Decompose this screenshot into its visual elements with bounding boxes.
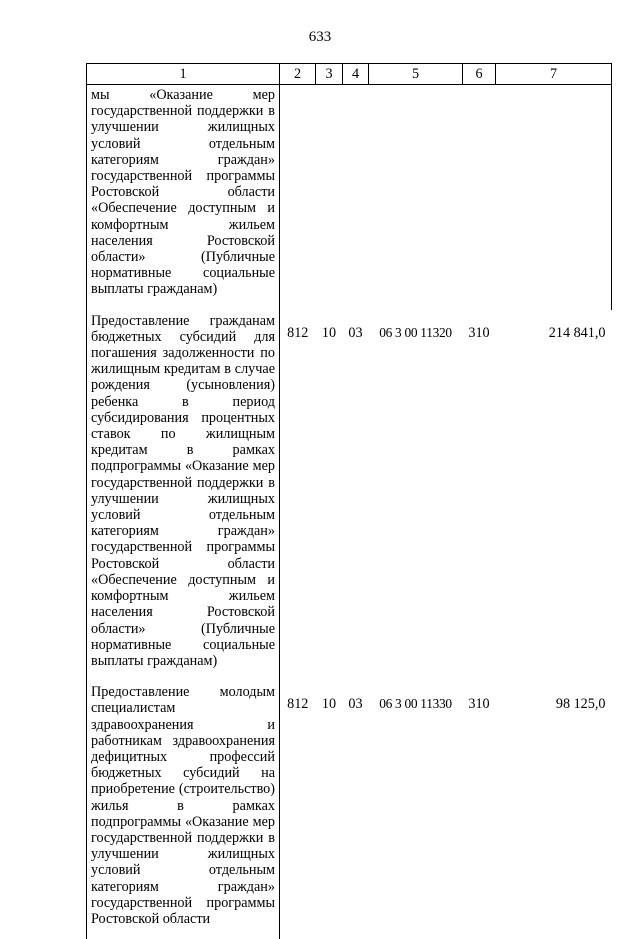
row-amount bbox=[496, 85, 612, 310]
header-row bbox=[87, 64, 612, 85]
row-subsection: 03 bbox=[348, 696, 363, 713]
row-target-code bbox=[369, 85, 463, 310]
row-amount: 98 125,0 bbox=[555, 696, 606, 713]
header-col-1: 1 bbox=[87, 64, 280, 85]
row-admin-code bbox=[280, 85, 316, 310]
row-subsection bbox=[343, 85, 369, 310]
row-description: Предоставление гражданам бюджетных субсидий для погашения задолженности по жилищным кредитам в случае рождения (усыновления) ребенка в период субсидирования процентных ставок по жилищным кредитам в рамках подпрограммы «Оказание мер государственной поддержки в улучшении жилищных условий отдельным категориям граждан» государственной программы Ростовской области «Обеспечение доступным и комфортным жильем населения Ростовской области» (Публичные нормативные социальные выплаты гражданам) bbox=[87, 310, 280, 681]
budget-table bbox=[86, 63, 612, 939]
row-admin-code: 812 bbox=[287, 696, 309, 713]
header-col-2: 2 bbox=[280, 64, 316, 85]
header-col-7: 7 bbox=[496, 64, 612, 85]
table-row bbox=[87, 681, 612, 939]
row-section: 10 bbox=[321, 324, 337, 341]
row-section: 10 bbox=[321, 696, 337, 713]
row-description: мы «Оказание мер государственной поддержки в улучшении жилищных условий отдельным категориям граждан» государственной программы Ростовской области «Обеспечение доступным и комфортным жильем населения Ростовской области» (Публичные нормативные социальные выплаты гражданам) bbox=[87, 85, 280, 310]
header-col-4: 4 bbox=[343, 64, 369, 85]
header-col-6: 6 bbox=[463, 64, 496, 85]
header-col-5: 5 bbox=[369, 64, 463, 85]
row-target-code: 06 3 00 11330 bbox=[379, 696, 452, 712]
row-subsection: 03 bbox=[348, 324, 363, 341]
header-col-3: 3 bbox=[316, 64, 343, 85]
page-number: 633 bbox=[308, 29, 332, 45]
table-row bbox=[87, 85, 612, 310]
table-row bbox=[87, 310, 612, 681]
row-admin-code: 812 bbox=[287, 324, 309, 341]
row-expense-type bbox=[463, 85, 496, 310]
row-amount: 214 841,0 bbox=[548, 324, 606, 341]
row-section bbox=[316, 85, 343, 310]
row-target-code: 06 3 00 11320 bbox=[379, 324, 452, 340]
row-expense-type: 310 bbox=[468, 324, 490, 341]
row-description: Предоставление молодым специалистам здравоохранения и работникам здравоохранения дефицитных профессий бюджетных субсидий на приобретение (строительство) жилья в рамках подпрограммы «Оказание мер государственной поддержки в улучшении жилищных условий отдельным категориям граждан» государственной программы Ростовской области bbox=[87, 681, 280, 939]
row-expense-type: 310 bbox=[468, 696, 490, 713]
